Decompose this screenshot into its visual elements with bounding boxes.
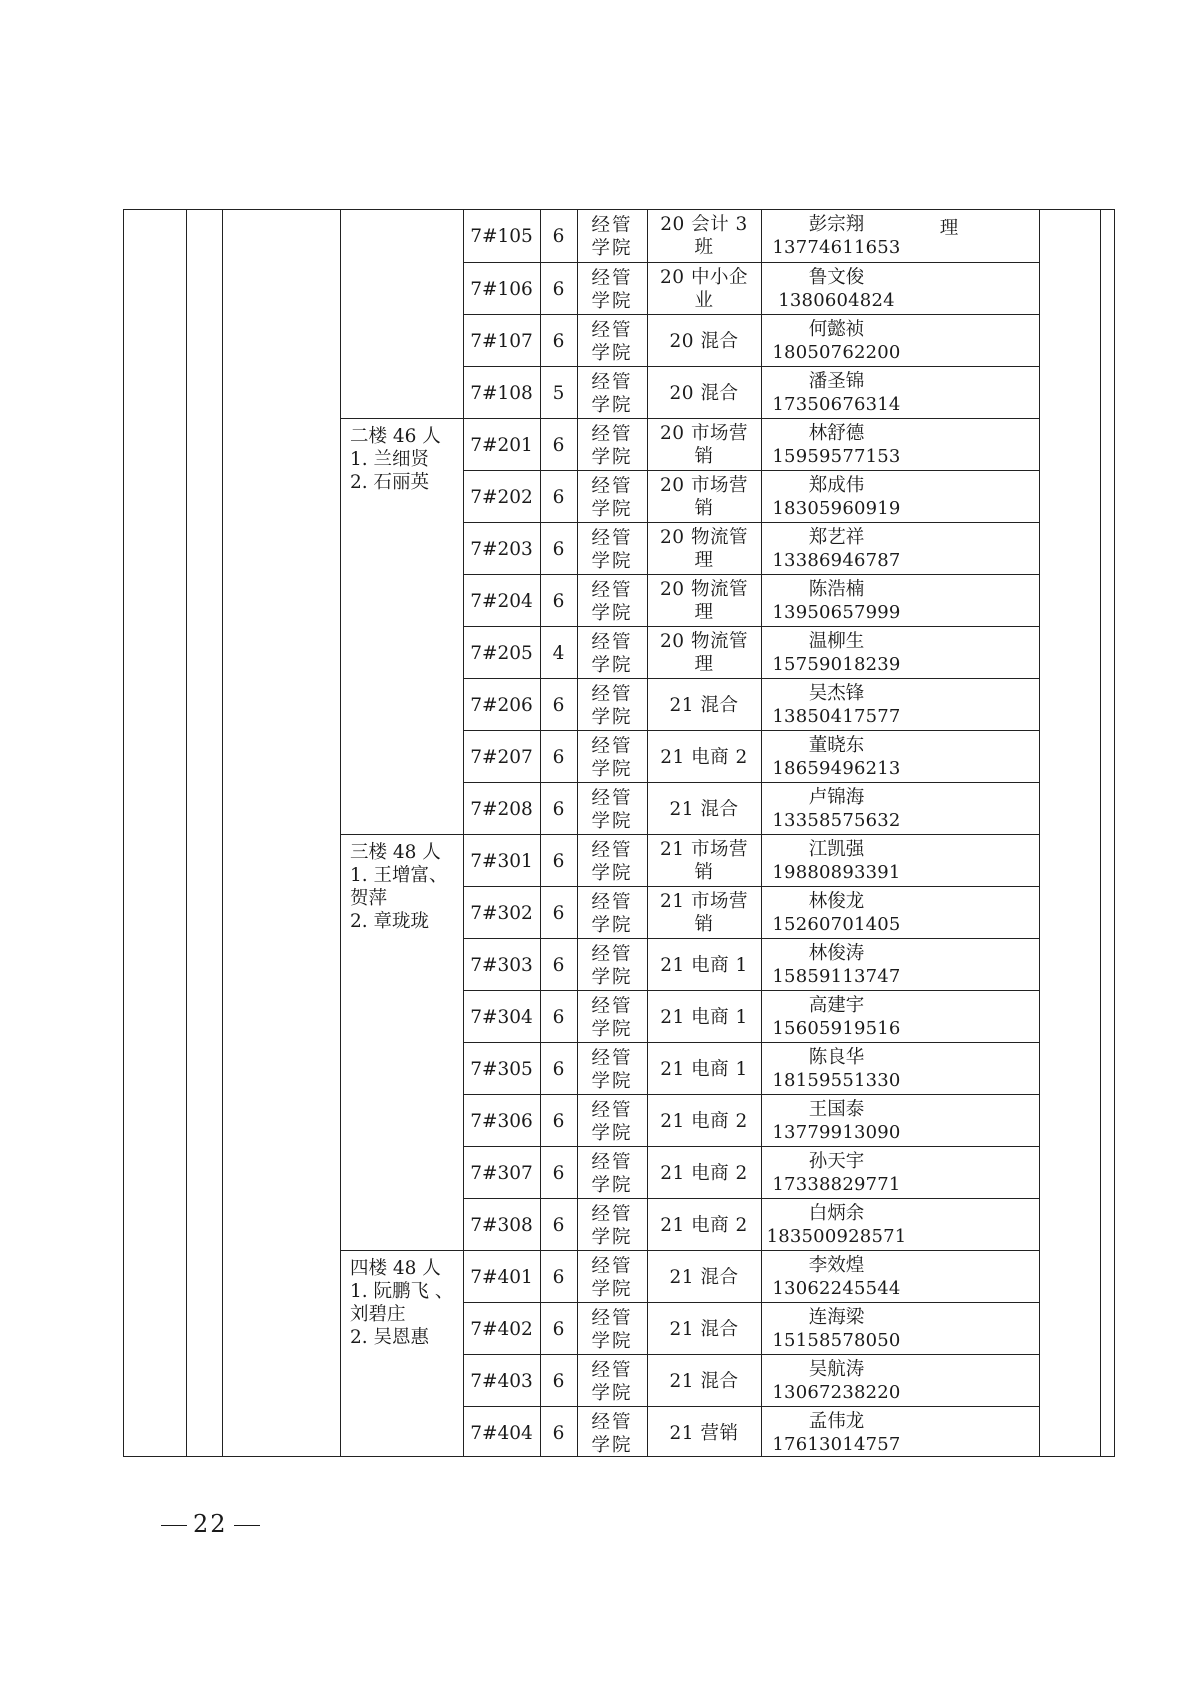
class-cell [647, 939, 761, 991]
contact-phone: 15605919516 [772, 1018, 901, 1039]
contact-phone: 13850417577 [772, 706, 901, 727]
contact-cell [761, 627, 912, 679]
room-number-cell: 7#305 [470, 1058, 533, 1080]
class-cell [647, 1147, 761, 1199]
class-cell [647, 783, 761, 835]
room-number-cell: 7#304 [470, 1006, 533, 1028]
floor-cell [340, 210, 463, 418]
page-number [155, 1510, 266, 1538]
contact-phone: 15959577153 [772, 446, 901, 467]
class-cell-text: 21 营销 [669, 1422, 739, 1444]
college-cell-text: 经管学院 [591, 580, 633, 624]
contact-cell [761, 1303, 912, 1355]
room-number-cell: 7#303 [470, 954, 533, 976]
college-cell [577, 367, 647, 419]
class-cell [647, 731, 761, 783]
table-row [463, 574, 1039, 627]
contact-phone: 15158578050 [772, 1330, 901, 1351]
column-divider [222, 210, 223, 1456]
floor-staff-line: 2. 吴恩惠 [350, 1327, 430, 1348]
floor-cell [340, 834, 463, 1250]
contact-name: 何懿祯 [808, 319, 865, 340]
contact-name: 鲁文俊 [808, 267, 865, 288]
college-cell [577, 887, 647, 939]
contact-cell [761, 575, 912, 627]
college-cell-text: 经管学院 [591, 892, 633, 936]
class-cell-text: 21 电商 2 [660, 1214, 748, 1236]
class-cell-text: 21 电商 1 [660, 1058, 748, 1080]
occupant-count-cell: 6 [552, 1214, 565, 1236]
class-cell [647, 1251, 761, 1303]
contact-name: 彭宗翔 [808, 214, 865, 235]
class-cell-text: 20 市场营销 [660, 423, 748, 467]
class-cell [647, 1199, 761, 1251]
contact-phone: 18659496213 [772, 758, 901, 779]
contact-cell [761, 1251, 912, 1303]
contact-phone: 13062245544 [772, 1278, 901, 1299]
contact-cell [761, 991, 912, 1043]
contact-cell [761, 939, 912, 991]
class-cell-text: 20 会计 3 班 [660, 214, 748, 258]
contact-cell [761, 1407, 912, 1459]
floor-title: 四楼 48 人 [350, 1258, 441, 1279]
college-cell [577, 679, 647, 731]
contact-name: 陈良华 [808, 1047, 865, 1068]
room-number-cell: 7#108 [470, 382, 533, 404]
occupant-count-cell: 6 [552, 1058, 565, 1080]
dash-left [161, 1525, 187, 1526]
table-row [463, 834, 1039, 887]
contact-name: 林俊涛 [808, 943, 865, 964]
class-cell [647, 367, 761, 419]
table-row [463, 1042, 1039, 1095]
class-cell-text: 21 市场营销 [660, 839, 748, 883]
class-cell [647, 1095, 761, 1147]
room-number-cell: 7#301 [470, 850, 533, 872]
college-cell-text: 经管学院 [591, 215, 633, 259]
room-number-cell: 7#404 [470, 1422, 533, 1444]
occupant-count-cell: 6 [552, 1162, 565, 1184]
class-cell [647, 263, 761, 315]
contact-phone: 13779913090 [772, 1122, 901, 1143]
table-row [463, 938, 1039, 991]
contact-cell [761, 731, 912, 783]
table-row [463, 1406, 1039, 1459]
table-row [463, 1094, 1039, 1147]
contact-cell [761, 523, 912, 575]
contact-name: 江凯强 [808, 839, 865, 860]
contact-name: 林舒德 [808, 423, 865, 444]
contact-name: 孙天宇 [808, 1151, 865, 1172]
page-number-text: 22 [193, 1510, 228, 1538]
room-number-cell: 7#203 [470, 538, 533, 560]
room-number-cell: 7#202 [470, 486, 533, 508]
college-cell-text: 经管学院 [591, 684, 633, 728]
college-cell [577, 419, 647, 471]
contact-phone: 13774611653 [772, 237, 901, 258]
occupant-count-cell: 6 [552, 278, 565, 300]
table-row [463, 1146, 1039, 1199]
room-number-cell: 7#105 [470, 225, 533, 247]
college-cell [577, 210, 647, 262]
contact-name: 林俊龙 [808, 891, 865, 912]
table-row [463, 470, 1039, 523]
college-cell [577, 1199, 647, 1251]
contact-name: 白炳余 [808, 1203, 865, 1224]
contact-name: 温柳生 [808, 631, 865, 652]
college-cell [577, 1043, 647, 1095]
contact-cell [761, 1199, 912, 1251]
class-cell-text: 21 混合 [669, 798, 739, 820]
class-cell-text: 21 混合 [669, 1318, 739, 1340]
contact-phone: 17613014757 [772, 1434, 901, 1455]
table-row [463, 782, 1039, 835]
occupant-count-cell: 6 [552, 798, 565, 820]
contact-phone: 1380604824 [778, 290, 895, 311]
occupant-count-cell: 6 [552, 694, 565, 716]
class-cell [647, 419, 761, 471]
class-cell-text: 21 混合 [669, 1370, 739, 1392]
occupant-count-cell: 6 [552, 1266, 565, 1288]
college-cell [577, 575, 647, 627]
floor-staff-line: 1. 阮鹏飞 、 [350, 1281, 454, 1302]
class-cell-text: 21 市场营销 [660, 891, 748, 935]
floor-staff-line: 1. 兰细贤 [350, 449, 430, 470]
table-row [463, 886, 1039, 939]
college-cell [577, 1407, 647, 1459]
room-number-cell: 7#107 [470, 330, 533, 352]
college-cell-text: 经管学院 [591, 736, 633, 780]
contact-phone: 15759018239 [772, 654, 901, 675]
occupant-count-cell: 6 [552, 1422, 565, 1444]
class-cell-text: 20 中小企业 [660, 267, 748, 311]
occupant-count-cell: 6 [552, 434, 565, 456]
contact-name: 高建宇 [808, 995, 865, 1016]
contact-phone: 13358575632 [772, 810, 901, 831]
college-cell-text: 经管学院 [591, 1412, 633, 1456]
contact-phone: 17350676314 [772, 394, 901, 415]
floor-staff-line: 刘碧庄 [350, 1304, 406, 1325]
contact-cell [761, 210, 912, 262]
contact-cell [761, 367, 912, 419]
contact-name: 孟伟龙 [808, 1411, 865, 1432]
column-divider [1039, 210, 1040, 1456]
contact-cell [761, 887, 912, 939]
contact-cell [761, 419, 912, 471]
contact-phone: 17338829771 [772, 1174, 901, 1195]
floor-title: 二楼 46 人 [350, 426, 441, 447]
college-cell [577, 471, 647, 523]
contact-name: 郑成伟 [808, 475, 865, 496]
class-cell-text: 20 物流管理 [660, 579, 748, 623]
college-cell-text: 经管学院 [591, 1100, 633, 1144]
room-number-cell: 7#403 [470, 1370, 533, 1392]
contact-name: 连海梁 [808, 1307, 865, 1328]
table-row [463, 210, 1039, 262]
room-number-cell: 7#204 [470, 590, 533, 612]
contact-cell [761, 1095, 912, 1147]
class-cell [647, 1355, 761, 1407]
occupant-count-cell: 4 [552, 642, 565, 664]
contact-cell [761, 783, 912, 835]
contact-phone: 15859113747 [772, 966, 901, 987]
college-cell [577, 731, 647, 783]
class-cell-text: 21 电商 2 [660, 746, 748, 768]
class-cell [647, 315, 761, 367]
occupant-count-cell: 6 [552, 1110, 565, 1132]
table-row [463, 678, 1039, 731]
occupant-count-cell: 6 [552, 225, 565, 247]
contact-phone: 19880893391 [772, 862, 901, 883]
table-row [463, 1250, 1039, 1303]
class-cell [647, 991, 761, 1043]
table-row [463, 1302, 1039, 1355]
college-cell [577, 1303, 647, 1355]
floor-cell [340, 1250, 463, 1458]
college-cell-text: 经管学院 [591, 476, 633, 520]
college-cell [577, 523, 647, 575]
contact-phone: 183500928571 [766, 1226, 907, 1247]
table-row [463, 522, 1039, 575]
college-cell [577, 315, 647, 367]
college-cell-text: 经管学院 [591, 996, 633, 1040]
table-row [463, 314, 1039, 367]
class-cell [647, 471, 761, 523]
contact-name: 陈浩楠 [808, 579, 865, 600]
college-cell [577, 263, 647, 315]
class-cell [647, 210, 761, 262]
college-cell-text: 经管学院 [591, 632, 633, 676]
contact-phone: 18305960919 [772, 498, 901, 519]
class-cell [647, 1303, 761, 1355]
contact-name: 卢锦海 [808, 787, 865, 808]
column-divider [1100, 210, 1101, 1456]
room-number-cell: 7#308 [470, 1214, 533, 1236]
floor-staff-line: 1. 王增富、 [350, 865, 448, 886]
occupant-count-cell: 6 [552, 954, 565, 976]
college-cell [577, 835, 647, 887]
college-cell-text: 经管学院 [591, 1308, 633, 1352]
college-cell-text: 经管学院 [591, 424, 633, 468]
occupant-count-cell: 6 [552, 1006, 565, 1028]
class-cell [647, 887, 761, 939]
room-number-cell: 7#206 [470, 694, 533, 716]
occupant-count-cell: 6 [552, 902, 565, 924]
college-cell [577, 1355, 647, 1407]
contact-phone: 13386946787 [772, 550, 901, 571]
occupant-count-cell: 6 [552, 330, 565, 352]
class-cell-text: 21 电商 2 [660, 1110, 748, 1132]
class-cell-text: 21 电商 1 [660, 1006, 748, 1028]
college-cell-text: 经管学院 [591, 1204, 633, 1248]
college-cell-text: 经管学院 [591, 1152, 633, 1196]
contact-name: 吴杰锋 [808, 683, 865, 704]
class-cell-text: 20 物流管理 [660, 527, 748, 571]
contact-cell [761, 315, 912, 367]
class-cell-text: 20 物流管理 [660, 631, 748, 675]
college-cell-text: 经管学院 [591, 268, 633, 312]
room-number-cell: 7#306 [470, 1110, 533, 1132]
occupant-count-cell: 6 [552, 538, 565, 560]
room-number-cell: 7#402 [470, 1318, 533, 1340]
class-cell [647, 627, 761, 679]
dormitory-table [123, 209, 1115, 1457]
contact-name: 董晓东 [808, 735, 865, 756]
college-cell-text: 经管学院 [591, 1256, 633, 1300]
occupant-count-cell: 5 [552, 382, 565, 404]
class-cell-text: 20 市场营销 [660, 475, 748, 519]
contact-phone: 13067238220 [772, 1382, 901, 1403]
room-number-cell: 7#106 [470, 278, 533, 300]
contact-cell [761, 1355, 912, 1407]
room-number-cell: 7#207 [470, 746, 533, 768]
class-cell-text: 20 混合 [669, 330, 739, 352]
college-cell-text: 经管学院 [591, 1360, 633, 1404]
table-row [463, 730, 1039, 783]
class-cell [647, 1407, 761, 1459]
contact-phone: 13950657999 [772, 602, 901, 623]
class-cell-text: 21 电商 1 [660, 954, 748, 976]
table-row [463, 990, 1039, 1043]
contact-phone: 18050762200 [772, 342, 901, 363]
class-cell-text: 20 混合 [669, 382, 739, 404]
college-cell-text: 经管学院 [591, 944, 633, 988]
table-row [463, 262, 1039, 315]
table-row [463, 626, 1039, 679]
contact-name: 王国泰 [808, 1099, 865, 1120]
room-number-cell: 7#307 [470, 1162, 533, 1184]
room-number-cell: 7#201 [470, 434, 533, 456]
college-cell-text: 经管学院 [591, 1048, 633, 1092]
class-cell [647, 835, 761, 887]
table-row [463, 418, 1039, 471]
contact-cell [761, 471, 912, 523]
class-cell [647, 575, 761, 627]
contact-name: 李效煌 [808, 1255, 865, 1276]
college-cell-text: 经管学院 [591, 320, 633, 364]
college-cell-text: 经管学院 [591, 840, 633, 884]
table-row [463, 1354, 1039, 1407]
floor-staff-line: 贺萍 [350, 888, 388, 909]
college-cell [577, 991, 647, 1043]
college-cell [577, 1095, 647, 1147]
occupant-count-cell: 6 [552, 850, 565, 872]
college-cell [577, 939, 647, 991]
room-number-cell: 7#302 [470, 902, 533, 924]
class-cell-text: 21 混合 [669, 694, 739, 716]
floor-staff-line: 2. 章珑珑 [350, 911, 430, 932]
occupant-count-cell: 6 [552, 590, 565, 612]
contact-phone: 18159551330 [772, 1070, 901, 1091]
contact-cell [761, 1147, 912, 1199]
room-number-cell: 7#208 [470, 798, 533, 820]
class-cell-text: 21 混合 [669, 1266, 739, 1288]
room-number-cell: 7#401 [470, 1266, 533, 1288]
college-cell [577, 783, 647, 835]
college-cell-text: 经管学院 [591, 372, 633, 416]
column-divider [186, 210, 187, 1456]
college-cell-text: 经管学院 [591, 788, 633, 832]
floor-cell [340, 418, 463, 834]
dash-right [234, 1525, 260, 1526]
class-cell [647, 679, 761, 731]
occupant-count-cell: 6 [552, 1318, 565, 1340]
floor-title: 三楼 48 人 [350, 842, 441, 863]
contact-phone: 15260701405 [772, 914, 901, 935]
occupant-count-cell: 6 [552, 1370, 565, 1392]
contact-cell [761, 263, 912, 315]
college-cell-text: 经管学院 [591, 528, 633, 572]
occupant-count-cell: 6 [552, 486, 565, 508]
class-cell-text: 21 电商 2 [660, 1162, 748, 1184]
table-row [463, 366, 1039, 419]
contact-name: 潘圣锦 [808, 371, 865, 392]
college-cell [577, 1147, 647, 1199]
college-cell [577, 1251, 647, 1303]
college-cell [577, 627, 647, 679]
contact-name: 吴航涛 [808, 1359, 865, 1380]
occupant-count-cell: 6 [552, 746, 565, 768]
class-cell [647, 1043, 761, 1095]
room-number-cell: 7#205 [470, 642, 533, 664]
remark-cell: 理 [939, 218, 959, 239]
contact-cell [761, 1043, 912, 1095]
contact-cell [761, 835, 912, 887]
contact-cell [761, 679, 912, 731]
class-cell [647, 523, 761, 575]
contact-name: 郑艺祥 [808, 527, 865, 548]
table-row [463, 1198, 1039, 1251]
floor-staff-line: 2. 石丽英 [350, 472, 430, 493]
